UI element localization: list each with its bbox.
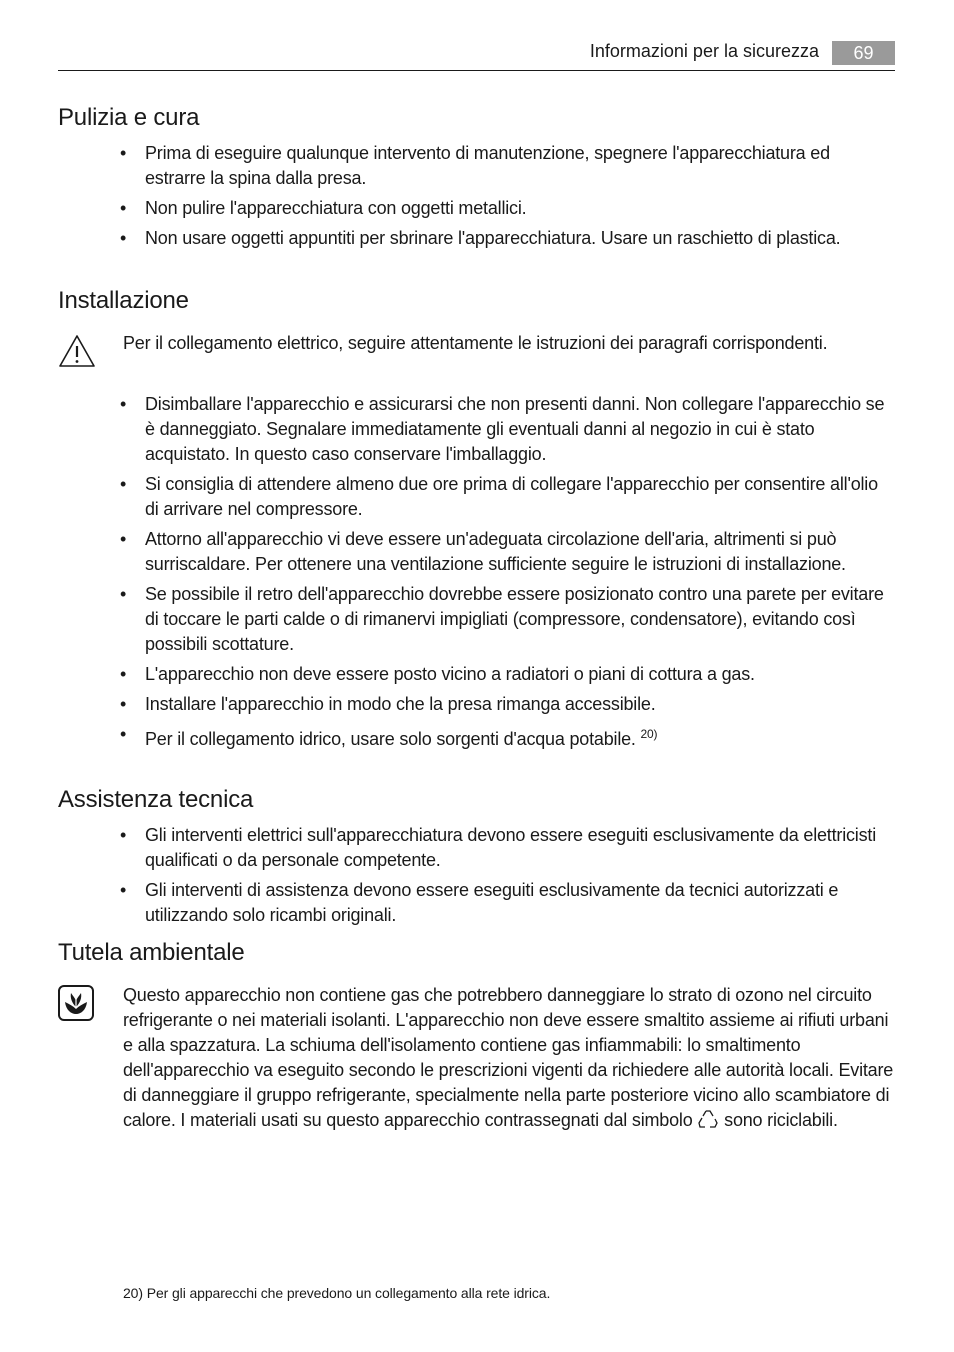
recycle-icon [697, 1108, 719, 1137]
installazione-list [120, 392, 895, 757]
list-item: • Gli interventi elettrici sull'apparecchiatura devono essere eseguiti esclusivamente da elettricisti qualificati o da personale competente. [120, 825, 877, 870]
warning-triangle-icon [58, 334, 96, 373]
list-item: • Attorno all'apparecchio vi deve essere un'adeguata circolazione dell'aria, altrimenti si può surriscaldare. Per ottenere una ventilazione sufficiente seguire le istruzioni di installazione. [120, 529, 846, 574]
list-item: • Non pulire l'apparecchiatura con oggetti metallici. [120, 198, 527, 218]
page-number: 69 [832, 41, 895, 65]
section-title-tutela: Tutela ambientale [58, 939, 245, 966]
list-item: • Non usare oggetti appuntiti per sbrinare l'apparecchiatura. Usare un raschietto di plastica. [120, 228, 841, 248]
list-item: • Prima di eseguire qualunque intervento di manutenzione, spegnere l'apparecchiatura ed estrarre la spina dalla presa. [120, 143, 830, 188]
section-title-pulizia: Pulizia e cura [58, 104, 200, 131]
assistenza-list [120, 823, 895, 933]
tutela-text: Questo apparecchio non contiene gas che potrebbero danneggiare lo strato di ozono nel circuito refrigerante o nei materiali isolanti. L'apparecchio non deve essere smaltito assieme ai rifiuti urbani e alla spazzatura. La schiuma dell'isolamento contiene gas infiammabili: lo smaltimento dell'apparecchio va eseguito secondo le prescrizioni vigenti da richiedere alle autorità locali. Evitare di danneggiare il gruppo refrigerante, specialmente nella parte posteriore vicino allo scambiatore di calore. I materiali usati su questo apparecchio contrassegnati dal simbolo sono riciclabili. [123, 983, 895, 1137]
section-title-assistenza: Assistenza tecnica [58, 786, 254, 813]
header-title: Informazioni per la sicurezza [589, 41, 819, 61]
footnote: 20) Per gli apparecchi che prevedono un collegamento alla rete idrica. [123, 1285, 551, 1301]
footnote-reference: 20) [640, 727, 658, 741]
section-title-installazione: Installazione [58, 287, 189, 314]
list-item: • Installare l'apparecchio in modo che la presa rimanga accessibile. [120, 694, 656, 714]
pulizia-list [120, 141, 895, 256]
plant-environment-icon [58, 985, 94, 1026]
list-item: • Per il collegamento idrico, usare solo sorgenti d'acqua potabile. $^{20)}$ [120, 724, 658, 749]
installazione-warning-text: Per il collegamento elettrico, seguire attentamente le istruzioni dei paragrafi corrispondenti. [123, 333, 828, 353]
page-header [58, 38, 895, 71]
list-item: • Gli interventi di assistenza devono essere eseguiti esclusivamente da tecnici autorizzati e utilizzando solo ricambi originali. [120, 880, 839, 925]
list-item: • Se possibile il retro dell'apparecchio dovrebbe essere posizionato contro una parete per evitare di toccare le parti calde o di rimanervi impigliati (compressore, condensatore), evitando così possibili scottature. [120, 584, 884, 654]
list-item: • L'apparecchio non deve essere posto vicino a radiatori o piani di cottura a gas. [120, 664, 755, 684]
list-item: • Disimballare l'apparecchio e assicurarsi che non presenti danni. Non collegare l'apparecchio se è danneggiato. Segnalare immediatamente gli eventuali danni al negozio in cui è stato acquistato. In questo caso conservare l'imballaggio. [120, 394, 885, 464]
list-item: • Si consiglia di attendere almeno due ore prima di collegare l'apparecchio per consentire all'olio di arrivare nel compressore. [120, 474, 878, 519]
